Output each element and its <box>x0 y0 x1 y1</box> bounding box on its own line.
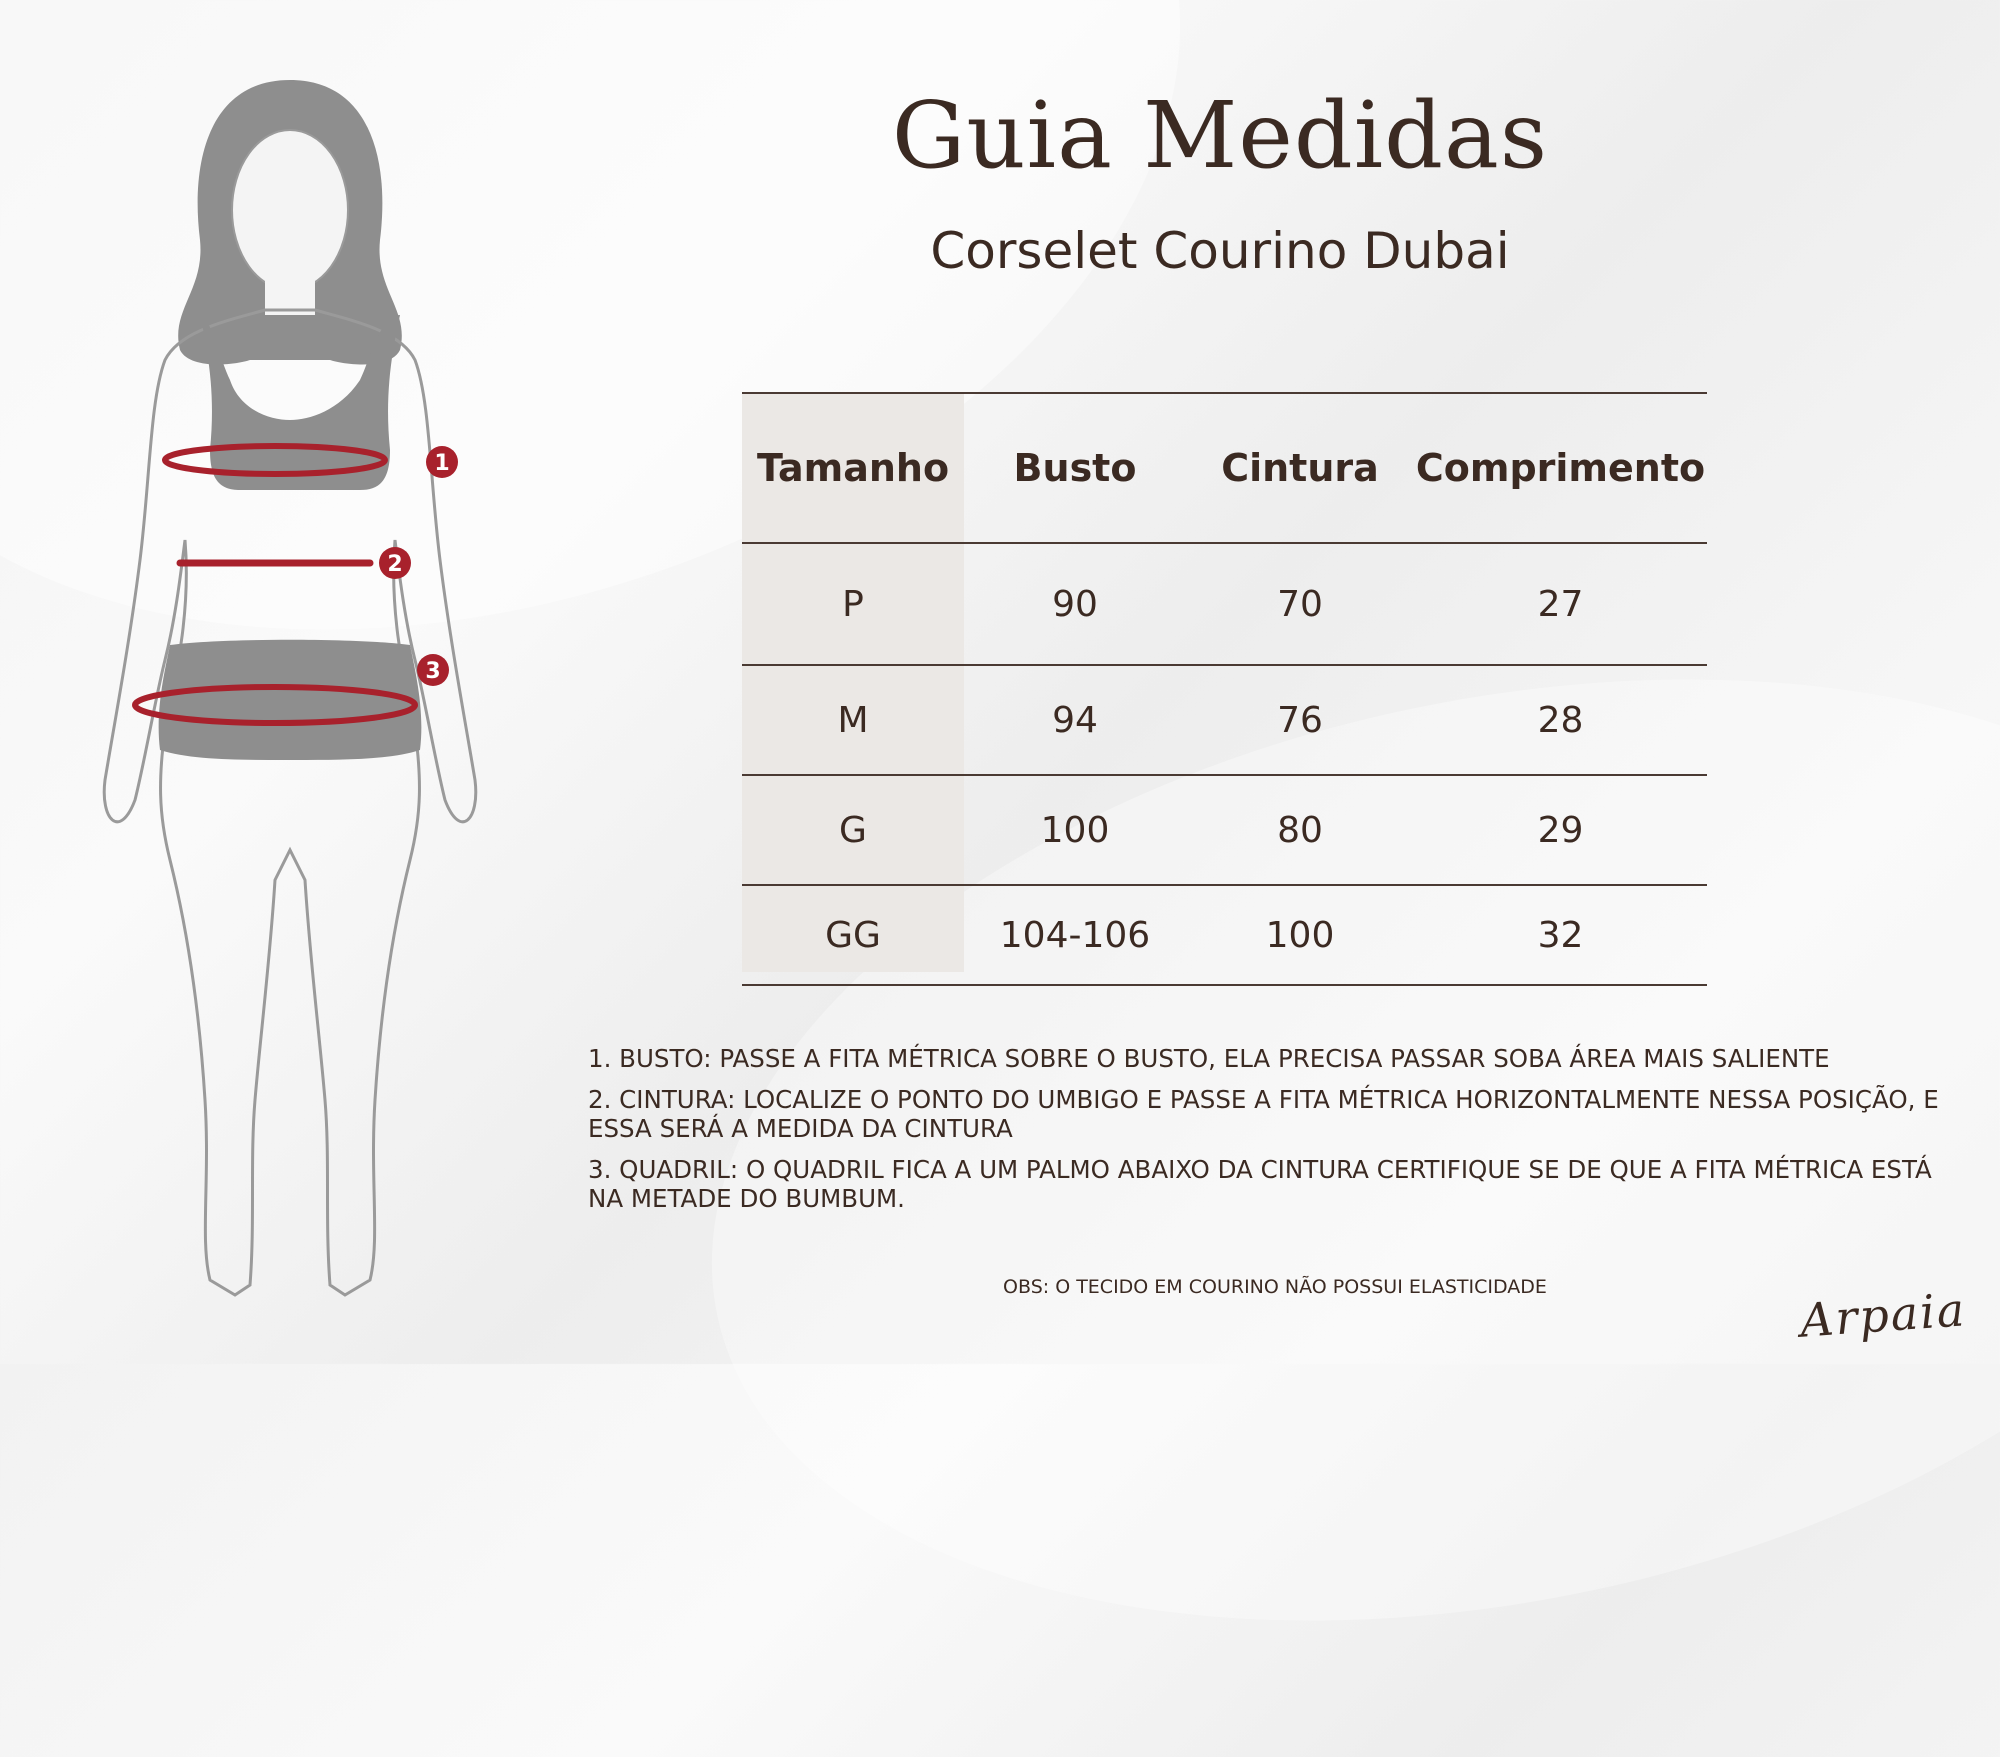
cell-size: GG <box>825 914 881 956</box>
marker-2 <box>379 547 411 579</box>
header-tamanho: Tamanho <box>756 446 950 490</box>
marker-1-label: 1 <box>434 451 450 476</box>
instruction-hip: 3. QUADRIL: O QUADRIL FICA A UM PALMO ABAIXO DA CINTURA CERTIFIQUE SE DE QUE A FITA MÉTRICA ESTÁ NA METADE DO BUMBUM. <box>588 1155 1932 1213</box>
table-row <box>742 885 1707 985</box>
measurement-instructions <box>588 1044 1968 1225</box>
cell-size: G <box>839 809 867 851</box>
cell-comprimento: 28 <box>1537 699 1584 741</box>
brand-signature: Arpaia <box>1798 1282 1968 1348</box>
cell-size: P <box>842 583 864 625</box>
marker-1 <box>426 446 458 478</box>
cell-size: M <box>837 699 869 741</box>
instruction-waist: 2. CINTURA: LOCALIZE O PONTO DO UMBIGO E PASSE A FITA MÉTRICA HORIZONTALMENTE NESSA POSIÇÃO, E ESSA SERÁ A MEDIDA DA CINTURA <box>588 1085 1939 1143</box>
page-title-text: Guia Medidas <box>891 82 1549 189</box>
shorts <box>159 640 422 760</box>
table-header-row <box>742 393 1707 543</box>
cell-busto: 104-106 <box>999 914 1151 956</box>
cell-cintura: 100 <box>1265 914 1335 956</box>
marker-3-label: 3 <box>425 659 441 684</box>
fabric-note: OBS: O TECIDO EM COURINO NÃO POSSUI ELASTICIDADE <box>1003 1276 1547 1298</box>
size-table <box>742 392 1707 986</box>
instruction-bust: 1. BUSTO: PASSE A FITA MÉTRICA SOBRE O BUSTO, ELA PRECISA PASSAR SOBA ÁREA MAIS SALIENTE <box>588 1044 1830 1073</box>
page-title <box>0 82 2000 189</box>
cell-comprimento: 29 <box>1537 809 1584 851</box>
size-table-wrap <box>742 392 1707 986</box>
marker-2-label: 2 <box>387 552 403 577</box>
cell-cintura: 70 <box>1277 583 1323 625</box>
header-cintura: Cintura <box>1221 446 1379 490</box>
header-comprimento: Comprimento <box>1415 446 1706 490</box>
cell-comprimento: 27 <box>1537 583 1584 625</box>
cell-busto: 100 <box>1040 809 1110 851</box>
table-row <box>742 665 1707 775</box>
marker-3 <box>417 654 449 686</box>
cell-cintura: 76 <box>1277 699 1323 741</box>
product-subtitle: Corselet Courino Dubai <box>930 222 1510 280</box>
header-busto: Busto <box>1013 446 1137 490</box>
cell-busto: 94 <box>1052 699 1098 741</box>
table-row <box>742 543 1707 665</box>
body-figure-illustration <box>60 60 520 1340</box>
cell-cintura: 80 <box>1277 809 1323 851</box>
cell-comprimento: 32 <box>1537 914 1584 956</box>
table-row <box>742 775 1707 885</box>
cell-busto: 90 <box>1052 583 1098 625</box>
